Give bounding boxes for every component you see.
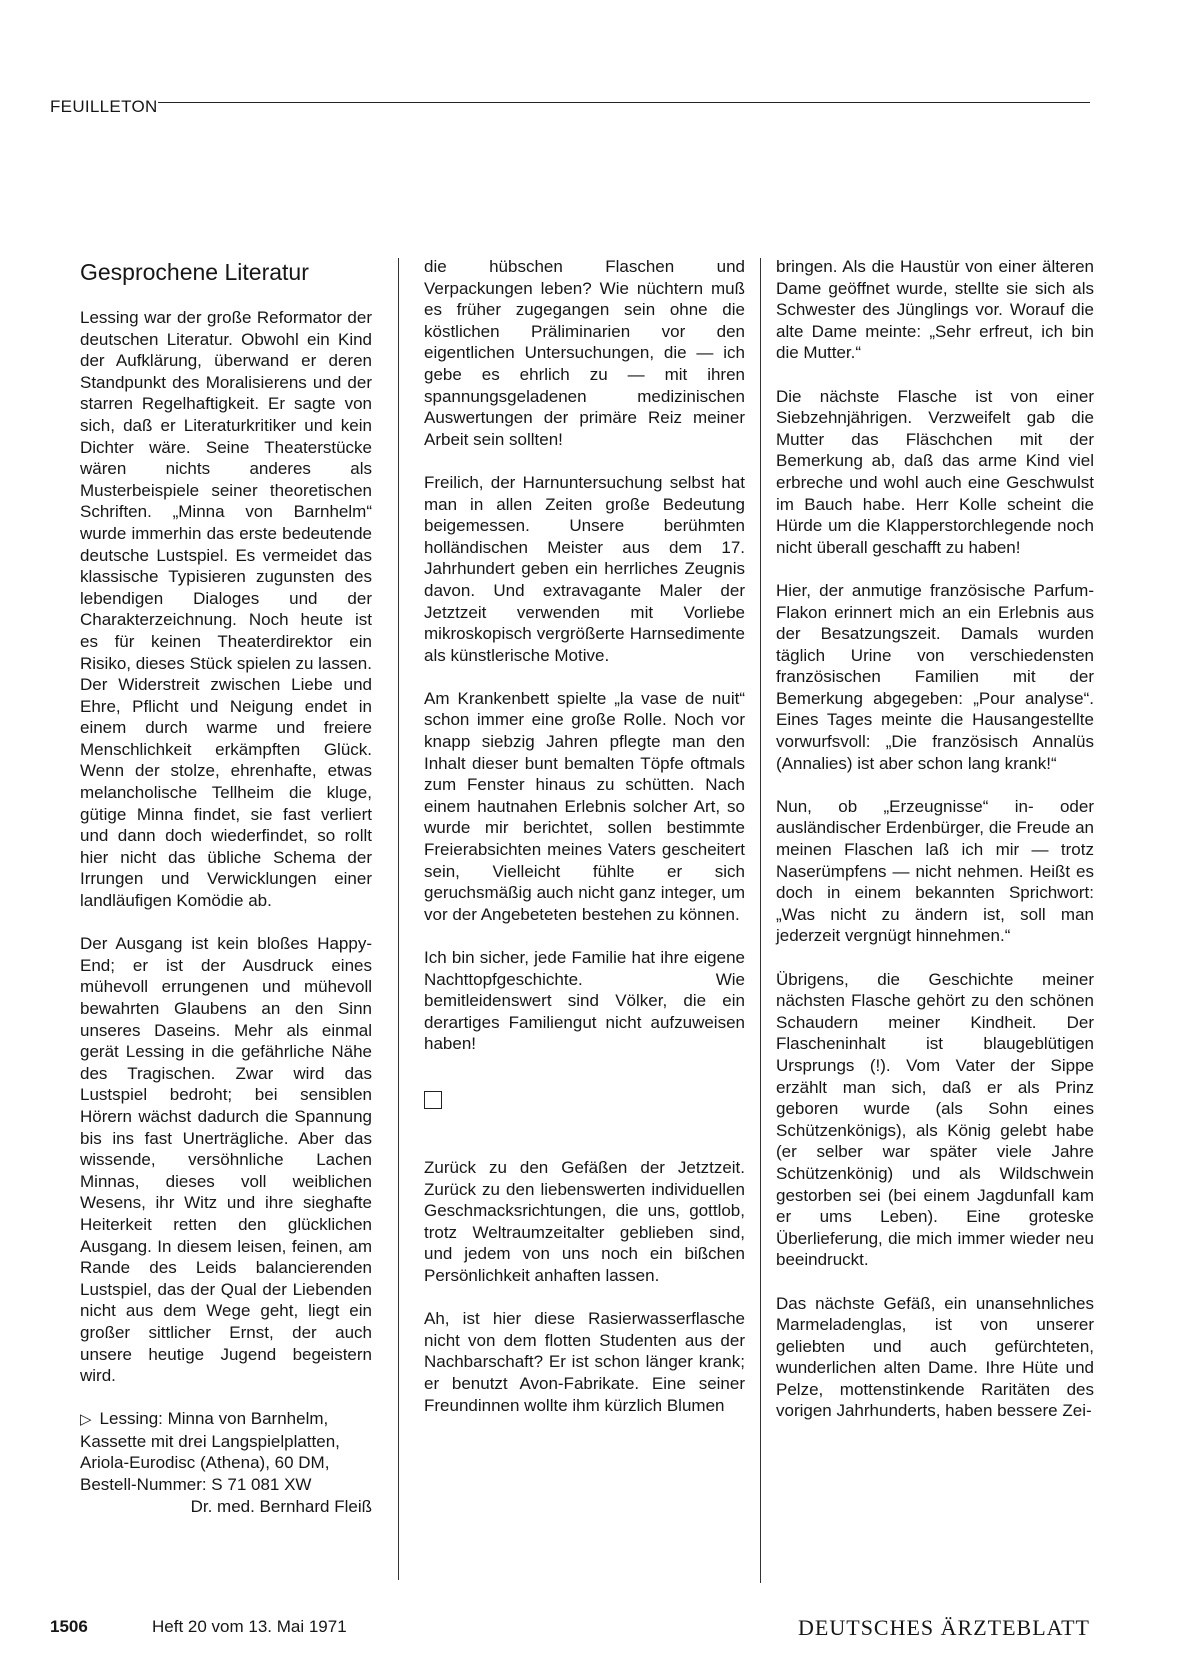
paragraph: Lessing war der große Reformator der deutschen Literatur. Obwohl ein Kind der Aufklärung, überwand er deren Standpunkt des Moralisierens und der starren Regelhaftigkeit. Er sagte von sich, daß er Literaturkritiker und kein Dichter wäre. Seine Theaterstücke wären nichts anderes als Musterbeispiele seiner theoretischen Schriften. „Minna von Barnhelm“ wurde immerhin das erste bedeutende deutsche Lustspiel. Es vermeidet das klassische Typisieren zugunsten des lebendigen Dialoges und der Charakterzeichnung. Noch heute ist es für keinen Theaterdirektor ein Risiko, dieses Stück spielen zu lassen. Der Widerstreit zwischen Liebe und Ehre, Pflicht und Neigung endet in einem durch warme und freiere Menschlichkeit erkämpften Glück. Wenn der stolze, ehrenhafte, etwas melancholische Tellheim die kluge, gütige Minna findet, sie fast verliert und dann doch wiederfindet, so rollt hier nicht das übliche Schema der Irrungen und Verwicklungen einer landläufigen Komödie ab.: [80, 308, 372, 911]
paragraph: Ich bin sicher, jede Familie hat ihre eigene Nachttopfgeschichte. Wie bemitleidenswert sind Völker, die ein derartiges Familiengut nicht aufzuweisen haben!: [424, 948, 745, 1054]
paragraph: bringen. Als die Haustür von einer älteren Dame geöffnet wurde, stellte sie sich als Schwester des Jünglings vor. Worauf die alte Dame meinte: „Sehr erfreut, ich bin die Mutter.“: [776, 257, 1094, 363]
paragraph: Nun, ob „Erzeugnisse“ in- oder ausländischer Erdenbürger, die Freude an meinen Flaschen laß ich mir — trotz Naserümpfens — nicht nehmen. Heißt es doch in einem bekannten Sprichwort: „Was nicht zu ändern ist, soll man jederzeit vergnügt hinnehmen.“: [776, 796, 1094, 946]
section-header-label: FEUILLETON: [50, 97, 158, 116]
reference-line: Ariola-Eurodisc (Athena), 60 DM,: [80, 1453, 330, 1473]
paragraph: Zurück zu den Gefäßen der Jetztzeit. Zurück zu den liebenswerten individuellen Geschmacksrichtungen, die uns, gottlob, trotz Weltraumzeitalter geblieben sind, und jedem von uns noch ein bißchen Persönlichkeit anhaften lassen.: [424, 1157, 745, 1285]
reference-note: [80, 1408, 372, 1517]
article-title: Gesprochene Literatur: [80, 259, 309, 285]
section-break-square-icon: [424, 1091, 442, 1109]
paragraph: Hier, der anmutige französische Parfum-Flakon erinnert mich an ein Erlebnis aus der Besatzungszeit. Damals wurden täglich Urine von verschiedensten französischen Familien mit der Bemerkung abgegeben: „Pour analyse“. Eines Tages meinte die Hausangestellte vorwurfsvoll: „Die französisch Annalüs (Annalies) ist aber schon lang krank!“: [776, 580, 1094, 773]
page-footer: [50, 1617, 1090, 1643]
paragraph: Freilich, der Harnuntersuchung selbst hat man in allen Zeiten große Bedeutung beigemessen. Unsere berühmten holländischen Meister aus dem 17. Jahrhundert geben ein herrliches Zeugnis davon. Und extravagante Maler der Jetztzeit verwenden mit Vorliebe mikroskopisch vergrößerte Harnsedimente als künstlerische Motive.: [424, 472, 745, 665]
paragraph: Die nächste Flasche ist von einer Siebzehnjährigen. Verzweifelt gab die Mutter das Fläschchen mit der Bemerkung ab, daß das arme Kind viel erbreche und wohl auch eine Geschwulst im Bauch habe. Herr Kolle scheint die Hürde um die Klapperstorchlegende noch nicht überall geschafft zu haben!: [776, 386, 1094, 557]
magazine-title: DEUTSCHES ÄRZTEBLATT: [798, 1615, 1090, 1640]
issue-info: Heft 20 vom 13. Mai 1971: [152, 1617, 347, 1636]
paragraph: Übrigens, die Geschichte meiner nächsten Flasche gehört zu den schönen Schaudern meiner Kindheit. Der Flascheninhalt ist blaugeblütigen Ursprungs (!). Vom Vater der Sippe erzählt man sich, daß er als Prinz geboren wurde (als Sohn eines Schützenkönigs), als König gelebt habe (er selber war später viele Jahre Schützenkönig) und als Wildschwein gestorben sei (bei einem Jagdunfall kam er ums Leben). Eine groteske Überlieferung, die mich immer wieder neu beeindruckt.: [776, 969, 1094, 1270]
paragraph: die hübschen Flaschen und Verpackungen leben? Wie nüchtern muß es früher zugegangen sein ohne die köstlichen Präliminarien vor den eigentlichen Untersuchungen, die — ich gebe es ehrlich zu — mit ihren spannungsgeladenen medizinischen Auswertungen der primäre Reiz meiner Arbeit sein sollten!: [424, 257, 745, 449]
reference-line: Bestell-Nummer: S 71 081 XW: [80, 1475, 312, 1495]
reference-line: Lessing: Minna von Barnhelm,: [99, 1409, 329, 1429]
page-number: 1506: [50, 1617, 88, 1636]
column-2: [424, 256, 745, 1438]
paragraph: Das nächste Gefäß, ein unansehnliches Marmeladenglas, ist von unserer geliebten und auch gefürchteten, wunderlichen alten Dame. Ihre Hüte und Pelze, mottenstinkende Raritäten des vorigen Jahrhunderts, haben bessere Zei-: [776, 1293, 1094, 1421]
column-divider-1: [398, 258, 399, 1580]
column-1: [80, 258, 372, 1517]
column-3: [776, 256, 1094, 1444]
paragraph: Am Krankenbett spielte „la vase de nuit“ schon immer eine große Rolle. Noch vor knapp siebzig Jahren pflegte man den Inhalt dieser bunt bemalten Töpfe oftmals zum Fenster hinaus zu schütten. Nach einem hautnahen Erlebnis solcher Art, so wurde mir berichtet, sollen bestimmte Freierabsichten meines Vaters gescheitert sein, Vielleicht fühlte er sich geruchsmäßig auch nicht ganz integer, um vor der Angebeteten bestehen zu können.: [424, 688, 745, 924]
paragraph: Ah, ist hier diese Rasierwasserflasche nicht von dem flotten Studenten aus der Nachbarschaft? Er ist schon länger krank; er benutzt Avon-Fabrikate. Eine seiner Freundinnen wollte ihm kürzlich Blumen: [424, 1309, 745, 1415]
author-name: Dr. med. Bernhard Fleiß: [190, 1496, 372, 1516]
reference-line: Kassette mit drei Langspielplatten,: [80, 1431, 340, 1451]
column-divider-2: [760, 258, 761, 1583]
triangle-marker-icon: ▷: [80, 1411, 92, 1429]
header-rule: [158, 102, 1090, 103]
paragraph: Der Ausgang ist kein bloßes Happy-End; er ist der Ausdruck eines mühevoll errungenen und mühevoll bewahrten Glaubens an den Sinn unseres Daseins. Mehr als einmal gerät Lessing in die gefährliche Nähe des Tragischen. Zwar wird das Lustspiel bedroht; bei sensiblen Hörern wächst dadurch die Spannung bis ins fast Unerträgliche. Aber das wissende, versöhnliche Lachen Minnas, dieses voll weiblichen Wesens, ihr Witz und ihre sieghafte Heiterkeit retten den glücklichen Ausgang. In diesem leisen, feinen, am Rande des Leids balancierenden Lustspiel, das der Qual der Liebenden nicht aus dem Wege geht, liegt ein großer sittlicher Ernst, der auch unsere heutige Jugend begeistern wird.: [80, 934, 372, 1386]
